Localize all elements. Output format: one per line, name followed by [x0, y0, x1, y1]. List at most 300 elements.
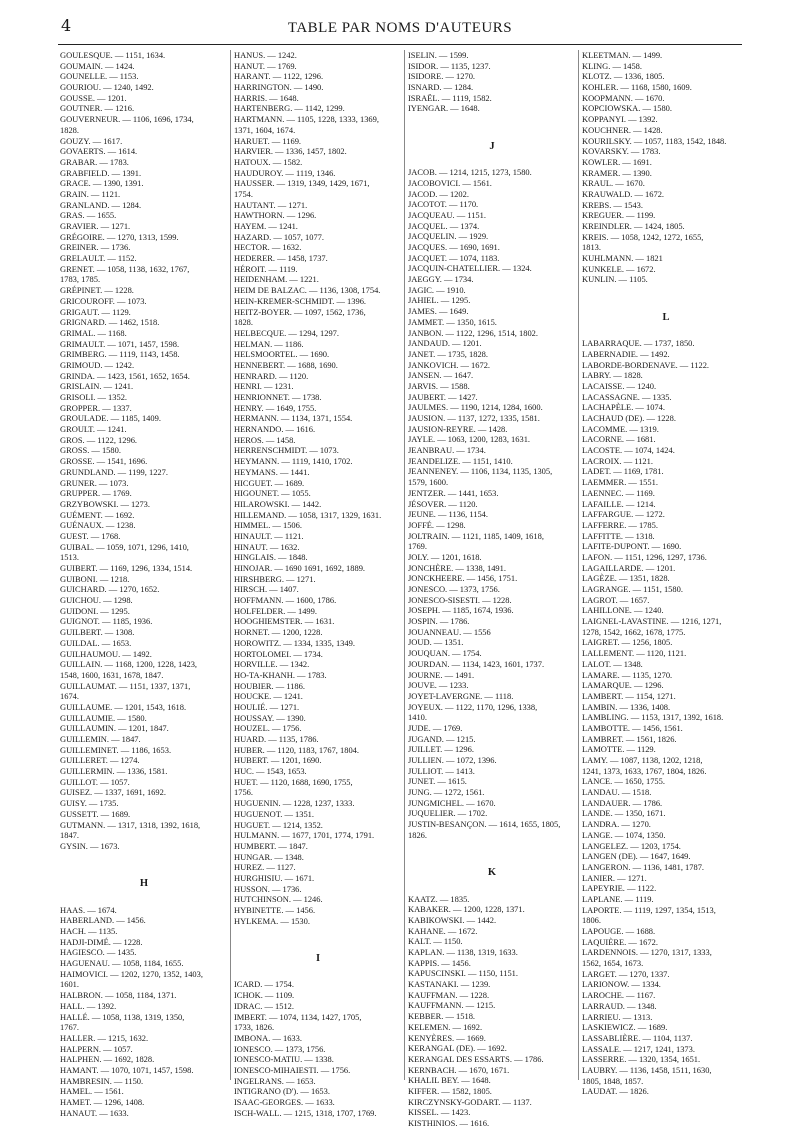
index-entry: HULMANN. — 1677, 1701, 1774, 1791.: [234, 830, 375, 841]
index-entry: KREBS. — 1543.: [582, 199, 643, 210]
index-entry: JUNET. — 1615.: [408, 776, 467, 787]
index-entry: KLING. — 1458.: [582, 60, 642, 71]
section-letter: L: [662, 311, 670, 323]
blank-line: [408, 125, 576, 136]
index-entry: HENNEBERT. — 1688, 1690.: [234, 359, 338, 370]
index-entry: HYLKEMA. — 1530.: [234, 915, 310, 926]
index-entry: KUNKELE. — 1672.: [582, 263, 656, 274]
index-entry: HADJI-DIMÉ. — 1228.: [60, 936, 143, 947]
index-entry: HALLÉ. — 1058, 1138, 1319, 1350,: [60, 1011, 185, 1022]
index-entry: GRUPPER. — 1769.: [60, 488, 132, 499]
index-entry: GOUZY. — 1617.: [60, 135, 123, 146]
index-entry: LASKIEWICZ. — 1689.: [582, 1022, 668, 1033]
index-entry: 1783, 1785.: [60, 274, 101, 285]
index-entry: KOOPMANN. — 1670.: [582, 92, 665, 103]
index-entry: JONCKHEERE. — 1456, 1751.: [408, 573, 518, 584]
index-entry: GUILLERMIN. — 1336, 1581.: [60, 766, 168, 777]
index-entry: LAROCHE. — 1167.: [582, 990, 656, 1001]
blank-line: [582, 285, 750, 296]
index-entry: GUISEZ. — 1337, 1691, 1692.: [60, 787, 166, 798]
index-entry: HORNET. — 1200, 1228.: [234, 627, 323, 638]
index-entry: LARIONOW. — 1334.: [582, 979, 661, 990]
index-entry: HATOUX. — 1582.: [234, 156, 303, 167]
blank-line: [408, 841, 576, 852]
index-entry: KAATZ. — 1835.: [408, 893, 470, 904]
index-entry: HUGUENOT. — 1351.: [234, 808, 314, 819]
index-entry: HARUET. — 1169.: [234, 135, 302, 146]
index-entry: JOUD. — 1351.: [408, 637, 464, 648]
section-letter: I: [315, 952, 321, 964]
index-entry: GRÉGOIRE. — 1270, 1313, 1599.: [60, 231, 179, 242]
index-entry: JACOD. — 1202.: [408, 188, 469, 199]
index-entry: 1674.: [60, 691, 79, 702]
index-entry: KERANGAL (DE). — 1692.: [408, 1043, 507, 1054]
index-entry: INGELRANS. — 1653.: [234, 1075, 316, 1086]
index-entry: JAEGGY. — 1734.: [408, 274, 474, 285]
index-entry: JACOTOT. — 1170.: [408, 199, 479, 210]
index-entry: LAMY. — 1087, 1138, 1202, 1218,: [582, 755, 703, 765]
blank-line: [582, 296, 750, 307]
index-entry: JOLY. — 1201, 1618.: [408, 551, 482, 562]
index-entry: KHALIL BEY. — 1648.: [408, 1075, 491, 1086]
index-entry: LABERNADIE. — 1492.: [582, 348, 670, 359]
index-entry: HEYMANN. — 1119, 1410, 1702.: [234, 456, 353, 467]
index-entry: LANDAUER. — 1786.: [582, 797, 663, 808]
index-entry: HOUCKE. — 1241.: [234, 691, 303, 702]
index-entry: ISIDOR. — 1135, 1237.: [408, 60, 491, 71]
index-entry: GRICOUROFF. — 1073.: [60, 295, 147, 306]
index-entry: LAGÈZE. — 1351, 1828.: [582, 573, 670, 584]
index-entry: 1805, 1848, 1857.: [582, 1075, 644, 1086]
index-entry: LANGEN (DE). — 1647, 1649.: [582, 851, 691, 862]
index-entry: GRUNER. — 1073.: [60, 477, 129, 488]
index-entry: KOHLER. — 1168, 1580, 1609.: [582, 82, 692, 93]
index-entry: IYENGAR. — 1648.: [408, 103, 480, 114]
index-entry: KIFFER. — 1582, 1805.: [408, 1085, 492, 1096]
index-entry: GRÉPINET. — 1228.: [60, 285, 134, 296]
index-entry: HENRIONNET. — 1738.: [234, 392, 322, 402]
index-entry: HACH. — 1135.: [60, 926, 118, 936]
index-entry: JEANBRAU. — 1734.: [408, 445, 486, 456]
section-letter: H: [139, 877, 149, 889]
index-entry: LAIGRET. — 1256, 1805.: [582, 637, 673, 648]
index-entry: GOVAERTS. — 1614.: [60, 146, 138, 157]
index-entry: JAUSION-REYRE. — 1428.: [408, 423, 508, 434]
index-entry: GRISLAIN. — 1241.: [60, 381, 134, 392]
index-entry: LACOSTE. — 1074, 1424.: [582, 445, 675, 456]
index-entry: GUILLAIN. — 1168, 1200, 1228, 1423,: [60, 659, 198, 670]
page-title: TABLE PAR NOMS D'AUTEURS: [287, 20, 513, 36]
index-entry: HEIDENHAM. — 1221.: [234, 274, 319, 285]
index-entry: LAMBRET. — 1561, 1826.: [582, 733, 677, 744]
index-entry: LASSABLIÈRE. — 1104, 1137.: [582, 1032, 693, 1043]
index-entry: KRAUWALD. — 1672.: [582, 188, 665, 199]
index-entry: ISAAC-GEORGES. — 1633.: [234, 1097, 335, 1107]
index-entry: HEYMANS. — 1441.: [234, 466, 310, 477]
index-entry: GUILLEMINET. — 1186, 1653.: [60, 744, 172, 755]
index-entry: HAZARD. — 1057, 1077.: [234, 231, 324, 242]
index-entry: JAHIEL. — 1295.: [408, 295, 471, 306]
index-entry: 1828.: [60, 124, 79, 135]
index-entry: JULLIEN. — 1072, 1396.: [408, 755, 497, 765]
index-entry: JACOB. — 1214, 1215, 1273, 1580.: [408, 167, 532, 178]
index-entry: LAFITE-DUPONT. — 1690.: [582, 541, 682, 552]
index-entry: JAGIC. — 1910.: [408, 284, 466, 295]
index-entry: LANGERON. — 1136, 1481, 1787.: [582, 861, 705, 872]
index-entry: JENTZER. — 1441, 1653.: [408, 487, 499, 498]
index-entry: JACQUEL. — 1374.: [408, 220, 480, 231]
index-entry: GUIDONI. — 1295.: [60, 605, 130, 616]
index-entry: HELMAN. — 1186.: [234, 338, 304, 349]
index-entry: LAGRANGE. — 1151, 1580.: [582, 584, 683, 594]
index-entry: KISTHINIOS. — 1616.: [408, 1118, 490, 1128]
index-entry: GRAVIER. — 1271.: [60, 221, 131, 231]
index-entry: JÉSOVER. — 1120.: [408, 498, 478, 509]
index-entry: GUILHAUMOU. — 1492.: [60, 648, 152, 659]
index-entry: LAFFERRE. — 1785.: [582, 519, 658, 530]
index-entry: LAFON. — 1151, 1296, 1297, 1736.: [582, 551, 707, 562]
index-entry: ISCH-WALL. — 1215, 1318, 1707, 1769.: [234, 1107, 377, 1118]
index-entry: LAGROT. — 1657.: [582, 594, 650, 605]
index-entry: HEIM DE BALZAC. — 1136, 1308, 1754.: [234, 285, 381, 296]
index-entry: KUHLMANN. — 1821: [582, 253, 663, 264]
index-entry: GOUSSE. — 1201.: [60, 92, 127, 103]
index-entry: KAPPIS. — 1456.: [408, 957, 471, 968]
column-divider: [404, 50, 405, 1080]
index-entry: JOYEUX. — 1122, 1170, 1296, 1338,: [408, 701, 538, 712]
index-entry: LARRAUD. — 1348.: [582, 1000, 657, 1011]
index-entry: GROSSE. — 1541, 1696.: [60, 456, 148, 467]
index-entry: GUEST. — 1768.: [60, 530, 121, 541]
index-entry: HUMBERT. — 1847.: [234, 840, 308, 851]
index-entry: JONESCO. — 1373, 1756.: [408, 584, 500, 594]
index-entry: GOUTNER. — 1216.: [60, 103, 135, 114]
index-entry: GRIMAL. — 1168.: [60, 327, 127, 338]
blank-line: [408, 157, 576, 168]
index-entry: LAIGNEL-LAVASTINE. — 1216, 1271,: [582, 616, 722, 627]
index-entry: HUET. — 1120, 1688, 1690, 1755,: [234, 776, 353, 787]
index-entry: JOURDAN. — 1134, 1423, 1601, 1737.: [408, 658, 545, 669]
index-entry: HELBECQUE. — 1294, 1297.: [234, 327, 339, 338]
index-entry: GUIBERT. — 1169, 1296, 1334, 1514.: [60, 563, 193, 573]
index-entry: LAHILLONE. — 1240.: [582, 605, 664, 616]
index-entry: KUNLIN. — 1105.: [582, 274, 648, 285]
index-entry: HUGUET. — 1214, 1352.: [234, 819, 323, 830]
index-entry: KERANGAL DES ESSARTS. — 1786.: [408, 1053, 544, 1064]
index-entry: JACOBOVICI. — 1561.: [408, 177, 492, 188]
index-entry: KLOTZ. — 1336, 1805.: [582, 71, 665, 82]
index-entry: GUILLAUME. — 1201, 1543, 1618.: [60, 701, 187, 712]
index-entry: HERMANN. — 1134, 1371, 1554.: [234, 413, 353, 424]
index-entry: GROPPER. — 1337.: [60, 402, 132, 413]
index-entry: 1513.: [60, 552, 79, 563]
index-entry: HO-TA-KHANH. — 1783.: [234, 669, 327, 680]
index-entry: LAMBOTTE. — 1456, 1561.: [582, 722, 683, 733]
index-entry: GRZYBOWSKI. — 1273.: [60, 498, 150, 509]
index-entry: LACROIX. — 1121.: [582, 455, 653, 466]
index-entry: LAMBLING. — 1153, 1317, 1392, 1618.: [582, 712, 724, 723]
index-entry: JOSEPH. — 1185, 1674, 1936.: [408, 605, 514, 616]
section-letter: J: [489, 140, 495, 152]
index-entry: GRIGNARD. — 1462, 1518.: [60, 317, 160, 328]
index-entry: JOYET-LAVERGNE. — 1118.: [408, 690, 514, 701]
index-entry: LAMBIN. — 1336, 1408.: [582, 701, 671, 712]
index-entry: JEUNE. — 1136, 1154.: [408, 509, 488, 520]
index-entry: LACHAUD (DE). — 1228.: [582, 413, 676, 423]
index-entry: IMBERT. — 1074, 1134, 1427, 1705,: [234, 1011, 362, 1022]
index-entry: GRANLAND. — 1284.: [60, 199, 142, 210]
index-entry: LARRIEU. — 1313.: [582, 1011, 653, 1022]
index-entry: JEANNENEY. — 1106, 1134, 1135, 1305,: [408, 466, 553, 477]
index-entry: HECTOR. — 1632.: [234, 242, 302, 253]
index-entry: JACQUEAU. — 1151.: [408, 209, 486, 220]
index-entry: KRAMER. — 1390.: [582, 167, 652, 178]
index-entry: HINOJAR. — 1690 1691, 1692, 1889.: [234, 563, 366, 573]
index-entry: HUBERT. — 1201, 1690.: [234, 755, 322, 766]
index-entry: HENRY. — 1649, 1755.: [234, 402, 317, 413]
index-entry: KIRCZYNSKY-GODART. — 1137.: [408, 1096, 532, 1107]
index-entry: HÉROIT. — 1119.: [234, 263, 298, 274]
index-entry: LACORNE. — 1681.: [582, 434, 656, 445]
index-entry: LAGAILLARDE. — 1201.: [582, 562, 676, 573]
index-entry: HARTMANN. — 1105, 1228, 1333, 1369,: [234, 114, 379, 125]
index-entry: JOLTRAIN. — 1121, 1185, 1409, 1618,: [408, 530, 544, 541]
index-entry: HEIN-KREMER-SCHMIDT. — 1396.: [234, 295, 367, 306]
index-entry: LALOT. — 1348.: [582, 658, 643, 669]
index-entry: JAMMET. — 1350, 1615.: [408, 316, 497, 327]
index-entry: LAPLANE. — 1119.: [582, 893, 654, 904]
index-entry: GREINER. — 1736.: [60, 242, 131, 253]
index-entry: LAENNEC. — 1169.: [582, 487, 655, 498]
index-entry: LANGELEZ. — 1203, 1754.: [582, 840, 681, 851]
index-entry: GRUNDLAND. — 1199, 1227.: [60, 466, 168, 477]
index-entry: GRIMAULT. — 1071, 1457, 1598.: [60, 338, 180, 349]
blank-line: [234, 937, 402, 948]
index-entry: HUREZ. — 1127.: [234, 862, 296, 873]
index-entry: JOUANNEAU. — 1556: [408, 626, 491, 637]
index-entry: HUARD. — 1135, 1786.: [234, 734, 319, 744]
index-entry: GOULESQUE. — 1151, 1634.: [60, 50, 166, 60]
index-entry: LABORDE-BORDENAVE. — 1122.: [582, 359, 710, 370]
index-entry: IMBONA. — 1633.: [234, 1032, 302, 1043]
index-entry: KLEETMAN. — 1499.: [582, 50, 663, 60]
index-entry: GRABAR. — 1783.: [60, 156, 129, 167]
header-rule: [58, 44, 742, 45]
index-entry: 1410.: [408, 712, 427, 723]
index-entry: HANAUT. — 1633.: [60, 1107, 129, 1118]
index-entry: JACQUET. — 1074, 1183.: [408, 252, 500, 263]
index-entry: HAMANT. — 1070, 1071, 1457, 1598.: [60, 1064, 194, 1075]
page-number: 4: [61, 16, 72, 35]
index-entry: HABERLAND. — 1456.: [60, 915, 146, 926]
index-entry: 1754.: [234, 188, 253, 199]
index-entry: HICGUET. — 1689.: [234, 477, 305, 488]
index-entry: LACOMME. — 1319.: [582, 423, 659, 434]
index-entry: LAQUIÈRE. — 1672.: [582, 936, 658, 947]
index-entry: GUICHOU. — 1298.: [60, 595, 133, 606]
index-entry: 1562, 1654, 1673.: [582, 958, 644, 969]
section-letter: K: [487, 866, 497, 878]
index-entry: HAGUENAU. — 1058, 1184, 1655.: [60, 958, 184, 969]
index-entry: KOUCHNER. — 1428.: [582, 124, 663, 135]
index-entry: JAMES. — 1649.: [408, 306, 469, 317]
index-entry: HERNANDO. — 1616.: [234, 424, 316, 435]
index-entry: LABARRAQUE. — 1737, 1850.: [582, 338, 695, 349]
index-entry: HUSSON. — 1736.: [234, 883, 302, 894]
index-entry: ICHOK. — 1109.: [234, 990, 295, 1001]
index-entry: LAUDAT. — 1826.: [582, 1086, 649, 1097]
index-entry: IONESCO. — 1373, 1756.: [234, 1043, 326, 1054]
index-entry: JONESCO-SISESTI. — 1228.: [408, 594, 512, 605]
index-entry: LAFAILLE. — 1214.: [582, 498, 656, 509]
index-entry: ISRAËL. — 1119, 1582.: [408, 92, 492, 103]
index-entry: GRABFIELD. — 1391.: [60, 167, 142, 178]
index-entry: HAMEL. — 1561.: [60, 1086, 124, 1097]
index-entry: INTIGRANO (D'). — 1653.: [234, 1086, 330, 1097]
index-column-1: [60, 50, 228, 1118]
index-entry: 1826.: [408, 829, 427, 840]
index-entry: HANUT. — 1769.: [234, 60, 297, 71]
index-entry: GUÉNAUX. — 1238.: [60, 520, 136, 531]
index-entry: LAPORTE. — 1119, 1297, 1354, 1513,: [582, 904, 716, 915]
index-entry: LAMARE. — 1135, 1270.: [582, 669, 673, 680]
index-entry: GYSIN. — 1673.: [60, 840, 120, 851]
index-entry: KREIS. — 1058, 1242, 1272, 1655,: [582, 231, 704, 242]
index-entry: HAGIESCO. — 1435.: [60, 947, 137, 958]
column-divider: [230, 50, 231, 1080]
index-entry: HOFFMANN. — 1600, 1786.: [234, 595, 337, 606]
index-entry: GUILLAUMIN. — 1201, 1847.: [60, 723, 169, 734]
index-entry: GUILBERT. — 1308.: [60, 627, 135, 638]
index-entry: 1813.: [582, 242, 601, 253]
index-entry: LAFFARGUE. — 1272.: [582, 509, 665, 520]
index-entry: GRIMOUD. — 1242.: [60, 359, 135, 370]
index-entry: HARANT. — 1122, 1296.: [234, 71, 324, 82]
index-entry: HINGLAIS. — 1848.: [234, 552, 308, 563]
index-entry: JANDAUD. — 1201.: [408, 338, 482, 349]
index-entry: LALLEMENT. — 1120, 1121.: [582, 648, 687, 659]
index-entry: JACQUES. — 1690, 1691.: [408, 242, 500, 252]
index-entry: LAUBRY. — 1136, 1458, 1511, 1630,: [582, 1064, 712, 1075]
index-entry: KEBBER. — 1518.: [408, 1011, 476, 1022]
index-entry: GUILLAUMAT. — 1151, 1337, 1371,: [60, 680, 191, 691]
index-entry: HELSMOORTEL. — 1690.: [234, 349, 330, 360]
index-entry: GOUNELLE. — 1153.: [60, 71, 139, 82]
index-entry: JARVIS. — 1588.: [408, 380, 470, 391]
index-entry: 1806.: [582, 915, 601, 926]
index-entry: HAMBRESIN. — 1150.: [60, 1075, 144, 1086]
index-entry: HANUS. — 1242.: [234, 50, 297, 60]
index-entry: HAMET. — 1296, 1408.: [60, 1097, 145, 1107]
index-entry: 1371, 1604, 1674.: [234, 124, 296, 135]
index-entry: HORTOLOMEI. — 1734.: [234, 648, 323, 659]
index-entry: 1828.: [234, 317, 253, 328]
index-entry: LACASSAGNE. — 1335.: [582, 391, 672, 402]
index-entry: JOURNE. — 1491.: [408, 669, 475, 680]
index-entry: GRIGAUT. — 1129.: [60, 306, 131, 317]
index-column-2: [234, 50, 402, 1118]
index-entry: HEDERER. — 1458, 1737.: [234, 253, 328, 264]
index-entry: LAEMMER. — 1551.: [582, 477, 658, 488]
index-entry: HAWTHORN. — 1296.: [234, 210, 317, 221]
index-entry: HYBINETTE. — 1456.: [234, 905, 316, 915]
index-entry: HIMMEL. — 1506.: [234, 520, 302, 531]
index-entry: LAFFITTE. — 1318.: [582, 530, 655, 541]
index-entry: HOULIÉ. — 1271.: [234, 701, 300, 712]
index-entry: HARTENBERG. — 1142, 1299.: [234, 103, 345, 114]
index-entry: HAUTANT. — 1271.: [234, 199, 308, 210]
index-entry: JONCHÈRE. — 1338, 1491.: [408, 562, 506, 573]
index-entry: IONESCO-MATIU. — 1338.: [234, 1054, 334, 1065]
index-entry: 1241, 1373, 1633, 1767, 1804, 1826.: [582, 765, 707, 776]
index-entry: HIGOUNET. — 1055.: [234, 488, 311, 499]
index-entry: KELEMEN. — 1692.: [408, 1021, 483, 1032]
index-columns: [58, 50, 748, 1128]
index-entry: JUDE. — 1769.: [408, 722, 463, 733]
index-entry: KREGUER. — 1199.: [582, 210, 656, 221]
index-entry: JUQUELIER. — 1702.: [408, 808, 488, 819]
index-entry: IONESCO-MIHAIESTI. — 1756.: [234, 1064, 351, 1075]
index-entry: HALPHEN. — 1692, 1828.: [60, 1054, 155, 1065]
index-entry: KISSEL. — 1423.: [408, 1107, 471, 1118]
index-entry: GUILLOT. — 1057.: [60, 776, 130, 787]
index-entry: JACQUELIN. — 1929.: [408, 231, 489, 242]
index-column-3: [408, 50, 576, 1128]
index-entry: GUILDAL. — 1653.: [60, 637, 132, 648]
index-entry: LANDE. — 1350, 1671.: [582, 808, 666, 819]
index-entry: LABRY. — 1828.: [582, 370, 643, 381]
blank-line: [60, 894, 228, 905]
index-entry: GROULT. — 1241.: [60, 424, 127, 435]
index-entry: HOUBIER. — 1186.: [234, 680, 305, 691]
index-entry: HUGUENIN. — 1228, 1237, 1333.: [234, 798, 355, 809]
index-entry: HOUSSAY. — 1390.: [234, 712, 306, 723]
index-entry: JANKOVICH. — 1672.: [408, 359, 491, 370]
index-entry: JEANDELIZE. — 1151, 1410.: [408, 455, 513, 466]
index-entry: HALL. — 1392.: [60, 1000, 117, 1011]
index-entry: LAMOTTE. — 1129.: [582, 744, 656, 755]
index-entry: GUIBAL. — 1059, 1071, 1296, 1410,: [60, 541, 189, 552]
index-entry: JUNGMICHEL. — 1670.: [408, 797, 496, 808]
index-entry: LAMARQUE. — 1296.: [582, 680, 664, 691]
index-entry: HERRENSCHMIDT. — 1073.: [234, 445, 339, 456]
index-entry: LASSERRE. — 1320, 1354, 1651.: [582, 1054, 701, 1065]
index-entry: HARRINGTON. — 1490.: [234, 82, 324, 93]
index-entry: GUISY. — 1735.: [60, 798, 119, 809]
index-entry: GRAIN. — 1121.: [60, 188, 121, 199]
index-entry: HIRSCH. — 1407.: [234, 584, 299, 595]
index-entry: GRACE. — 1390, 1391.: [60, 178, 144, 189]
index-entry: 1601.: [60, 979, 79, 990]
index-entry: HOLFELDER. — 1499.: [234, 605, 317, 616]
index-entry: JOSPIN. — 1786.: [408, 616, 470, 627]
index-entry: KABIKOWSKI. — 1442.: [408, 914, 497, 925]
index-entry: KOVARSKY. — 1783.: [582, 146, 661, 157]
index-entry: ISELIN. — 1599.: [408, 50, 469, 60]
index-entry: HAIMOVICI. — 1202, 1270, 1352, 1403,: [60, 968, 203, 979]
index-entry: KABAKER. — 1200, 1228, 1371.: [408, 904, 525, 915]
index-entry: GUILLEMIN. — 1847.: [60, 734, 141, 744]
index-entry: LANDRA. — 1270.: [582, 819, 651, 830]
index-entry: KASTANAKI. — 1239.: [408, 979, 491, 990]
index-entry: HILAROWSKI. — 1442.: [234, 498, 322, 509]
index-entry: LAMBERT. — 1154, 1271.: [582, 690, 676, 701]
index-entry: KREINDLER. — 1424, 1805.: [582, 221, 685, 231]
index-entry: LADET. — 1169, 1781.: [582, 466, 664, 477]
index-entry: GROS. — 1122, 1296.: [60, 434, 138, 445]
index-entry: HALLER. — 1215, 1632.: [60, 1032, 149, 1043]
index-entry: LACAISSE. — 1240.: [582, 380, 657, 391]
